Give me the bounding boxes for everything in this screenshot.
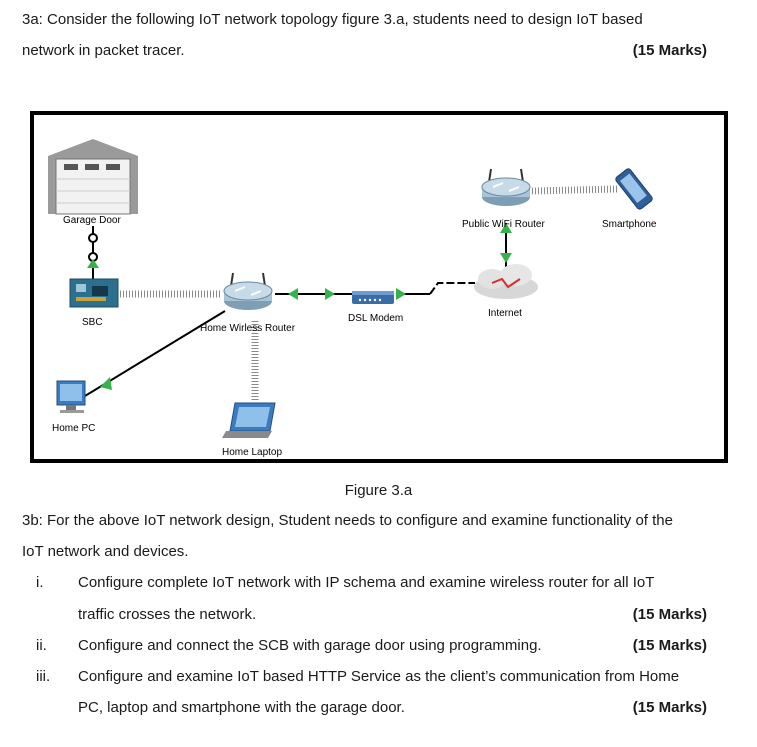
label-sbc: SBC [82,317,103,328]
label-smartphone: Smartphone [602,219,657,230]
item-3-line-1: Configure and examine IoT based HTTP Service as the client’s communication from Home [78,668,680,685]
figure-caption: Figure 3.a [344,482,413,499]
item-2-marks: (15 Marks) [632,637,707,654]
label-public-router: Public WiFi Router [462,219,545,230]
q3a-line-2: network in packet tracer. [22,42,185,59]
item-1-line-2: traffic crosses the network. [78,606,257,623]
label-dsl-modem: DSL Modem [348,313,404,324]
network-topology-figure [30,111,728,463]
label-internet: Internet [488,308,522,319]
q3b-line-2: IoT network and devices. [22,543,189,560]
sbc-board-icon [70,279,118,307]
item-2-line-1: Configure and connect the SCB with garage door using programming. [78,637,542,654]
item-3-line-2: PC, laptop and smartphone with the garage door. [78,699,405,716]
item-1-line-1: Configure complete IoT network with IP schema and examine wireless router for all IoT [78,574,655,591]
dsl-modem-icon [352,291,394,304]
item-1-number: i. [36,574,44,591]
label-home-pc: Home PC [52,423,96,434]
item-1-marks: (15 Marks) [632,606,707,623]
label-garage-door: Garage Door [63,215,121,226]
item-3-number: iii. [36,668,51,685]
q3a-marks: (15 Marks) [632,42,707,59]
q3a-line-1: 3a: Consider the following IoT network topology figure 3.a, students need to design IoT based [22,11,643,28]
item-3-marks: (15 Marks) [632,699,707,716]
label-home-laptop: Home Laptop [222,447,283,458]
label-home-router: Home Wirless Router [200,323,296,334]
q3b-line-1: 3b: For the above IoT network design, Student needs to configure and examine functionality of the [22,512,673,529]
item-2-number: ii. [36,637,47,654]
